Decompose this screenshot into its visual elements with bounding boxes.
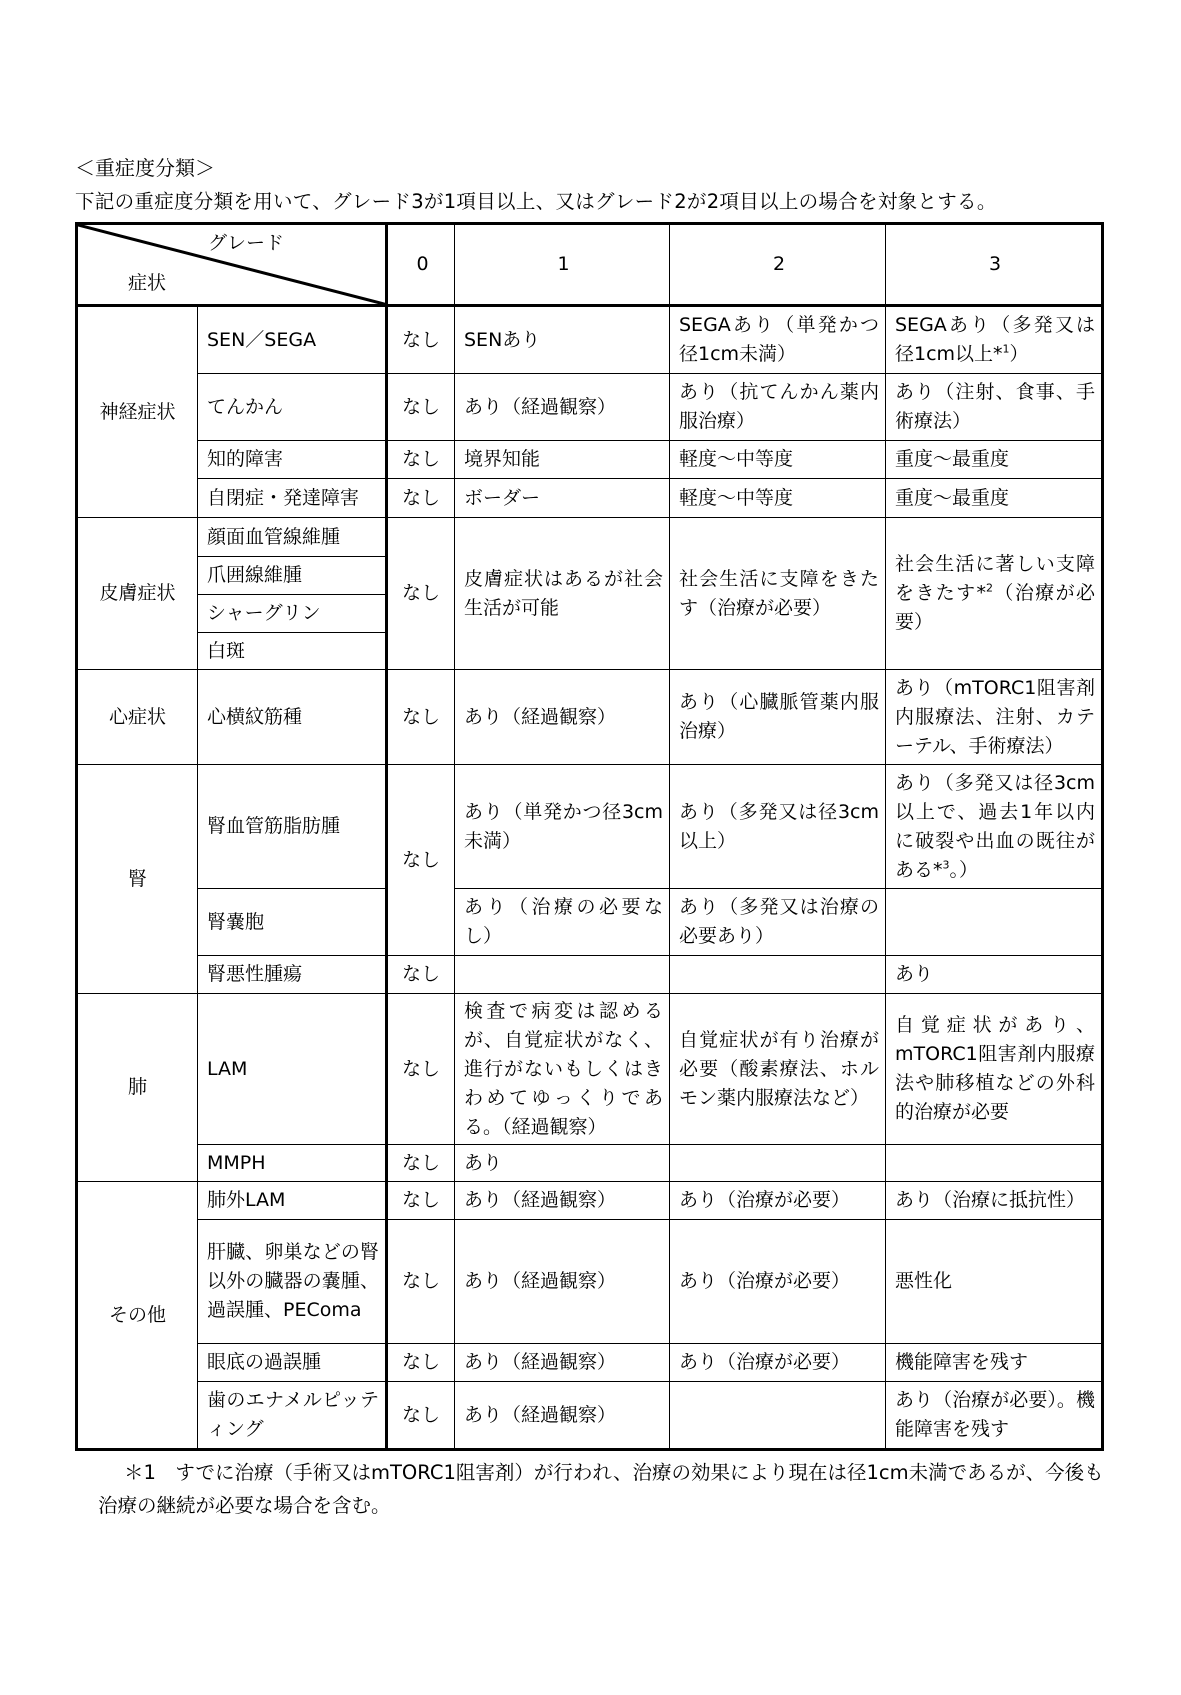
grade-3-cell: あり（mTORC1阻害剤内服療法、注射、カテーテル、手術療法） [886, 670, 1103, 765]
grade-2-cell: あり（治療が必要） [670, 1182, 886, 1220]
table-row [77, 374, 1103, 441]
grade-0-cell: なし [387, 306, 455, 374]
symptom-cell: 肺外LAM [198, 1182, 387, 1220]
grade-0-cell: なし [387, 1382, 455, 1450]
table-row [77, 1145, 1103, 1182]
symptom-cell: 自閉症・発達障害 [198, 479, 387, 518]
category-cell: 神経症状 [77, 306, 198, 518]
grade-1-cell: あり（経過観察） [455, 1344, 670, 1382]
table-row [77, 1382, 1103, 1450]
table-row [77, 1220, 1103, 1344]
grade-2-cell: あり（多発又は径3cm以上） [670, 765, 886, 889]
grade-3-cell: 自覚症状があり、mTORC1阻害剤内服療法や肺移植などの外科的治療が必要 [886, 994, 1103, 1145]
table-row [77, 1182, 1103, 1220]
grade-0-cell: なし [387, 518, 455, 670]
header-corner-cell [77, 224, 387, 306]
grade-1-cell: ボーダー [455, 479, 670, 518]
table-row [77, 306, 1103, 374]
grade-1-cell: あり（経過観察） [455, 1182, 670, 1220]
symptom-cell: SEN／SEGA [198, 306, 387, 374]
category-cell: 心症状 [77, 670, 198, 765]
grade-3-cell: あり（治療が必要）。機能障害を残す [886, 1382, 1103, 1450]
grade-0-cell: なし [387, 956, 455, 994]
category-cell: 皮膚症状 [77, 518, 198, 670]
grade-0-cell: なし [387, 765, 455, 956]
symptom-label: 症状 [128, 272, 167, 294]
category-cell: 肺 [77, 994, 198, 1182]
grade-1-cell: あり [455, 1145, 670, 1182]
table-row [77, 518, 1103, 557]
grade-0-cell: なし [387, 1145, 455, 1182]
grade-1-cell: SENあり [455, 306, 670, 374]
grade-0-cell: なし [387, 441, 455, 479]
grade-1-cell: あり（経過観察） [455, 374, 670, 441]
grade-3-cell [886, 1145, 1103, 1182]
grade-2-cell: あり（治療が必要） [670, 1344, 886, 1382]
grade-0-cell: なし [387, 1220, 455, 1344]
grade-header-3: 3 [886, 224, 1103, 306]
intro-text: 下記の重症度分類を用いて、グレード3が1項目以上、又はグレード2が2項目以上の場合を対象とする。 [75, 190, 997, 213]
symptom-cell: LAM [198, 994, 387, 1145]
table-row [77, 1344, 1103, 1382]
grade-2-cell: あり（治療が必要） [670, 1220, 886, 1344]
grade-header-1: 1 [455, 224, 670, 306]
grade-0-cell: なし [387, 479, 455, 518]
grade-3-cell: SEGAあり（多発又は径1cm以上*$^1$） [886, 306, 1103, 374]
grade-1-cell: あり（経過観察） [455, 1220, 670, 1344]
symptom-cell: MMPH [198, 1145, 387, 1182]
table-row [77, 670, 1103, 765]
header-row [77, 224, 1103, 306]
grade-1-cell [455, 956, 670, 994]
grade-2-cell [670, 1382, 886, 1450]
grade-1-cell: 検査で病変は認めるが、自覚症状がなく、進行がないもしくはきわめてゆっくりである。（経過観察） [455, 994, 670, 1145]
grade-2-cell: 社会生活に支障をきたす（治療が必要） [670, 518, 886, 670]
grade-2-cell [670, 956, 886, 994]
grade-0-cell: なし [387, 1182, 455, 1220]
table-row [77, 441, 1103, 479]
symptom-cell: 心横紋筋種 [198, 670, 387, 765]
grade-3-cell: あり（注射、食事、手術療法） [886, 374, 1103, 441]
grade-3-cell: あり（多発又は径3cm以上で、過去1年以内に破裂や出血の既往がある*$^3$。） [886, 765, 1103, 889]
grade-1-cell: 皮膚症状はあるが社会生活が可能 [455, 518, 670, 670]
grade-2-cell [670, 1145, 886, 1182]
grade-3-cell [886, 889, 1103, 956]
footnote-1: ＊1 すでに治療（手術又はmTORC1阻害剤）が行われ、治療の効果により現在は径1cm未満であるが、今後も治療の継続が必要な場合を含む。 [98, 1461, 1104, 1517]
symptom-cell: 白斑 [198, 633, 387, 670]
grade-2-cell: 軽度～中等度 [670, 479, 886, 518]
table-row [77, 956, 1103, 994]
symptom-cell: てんかん [198, 374, 387, 441]
symptom-cell: 歯のエナメルピッティング [198, 1382, 387, 1450]
symptom-cell: 肝臓、卵巣などの腎以外の臓器の嚢腫、過誤腫、PEComa [198, 1220, 387, 1344]
grade-1-cell: あり（単発かつ径3cm未満） [455, 765, 670, 889]
symptom-cell: 腎悪性腫瘍 [198, 956, 387, 994]
grade-0-cell: なし [387, 1344, 455, 1382]
symptom-cell: 眼底の過誤腫 [198, 1344, 387, 1382]
table-row [77, 765, 1103, 889]
grade-0-cell: なし [387, 994, 455, 1145]
grade-header-0: 0 [387, 224, 455, 306]
grade-3-cell: あり [886, 956, 1103, 994]
symptom-cell: 知的障害 [198, 441, 387, 479]
severity-table [75, 222, 1104, 1451]
grade-0-cell: なし [387, 670, 455, 765]
grade-1-cell: あり（治療の必要なし） [455, 889, 670, 956]
grade-1-cell: あり（経過観察） [455, 670, 670, 765]
grade-3-cell: 重度～最重度 [886, 479, 1103, 518]
symptom-cell: シャーグリン [198, 595, 387, 633]
grade-2-cell: 自覚症状が有り治療が必要（酸素療法、ホルモン薬内服療法など） [670, 994, 886, 1145]
symptom-cell: 爪囲線維腫 [198, 557, 387, 595]
symptom-cell: 顔面血管線維腫 [198, 518, 387, 557]
grade-3-cell: あり（治療に抵抗性） [886, 1182, 1103, 1220]
grade-2-cell: あり（抗てんかん薬内服治療） [670, 374, 886, 441]
grade-3-cell: 社会生活に著しい支障をきたす*$^2$（治療が必要） [886, 518, 1103, 670]
grade-3-cell: 重度～最重度 [886, 441, 1103, 479]
symptom-cell: 腎嚢胞 [198, 889, 387, 956]
grade-2-cell: あり（心臓脈管薬内服治療） [670, 670, 886, 765]
table-row [77, 994, 1103, 1145]
category-cell: 腎 [77, 765, 198, 994]
grade-2-cell: 軽度～中等度 [670, 441, 886, 479]
table-row [77, 479, 1103, 518]
grade-3-cell: 悪性化 [886, 1220, 1103, 1344]
section-heading: ＜重症度分類＞ [75, 156, 215, 180]
grade-2-cell: あり（多発又は治療の必要あり） [670, 889, 886, 956]
grade-label: グレード [208, 232, 285, 254]
grade-1-cell: 境界知能 [455, 441, 670, 479]
grade-1-cell: あり（経過観察） [455, 1382, 670, 1450]
table-row [77, 889, 1103, 956]
category-cell: その他 [77, 1182, 198, 1450]
grade-0-cell: なし [387, 374, 455, 441]
grade-3-cell: 機能障害を残す [886, 1344, 1103, 1382]
grade-2-cell: SEGAあり（単発かつ径1cm未満） [670, 306, 886, 374]
grade-header-2: 2 [670, 224, 886, 306]
symptom-cell: 腎血管筋脂肪腫 [198, 765, 387, 889]
